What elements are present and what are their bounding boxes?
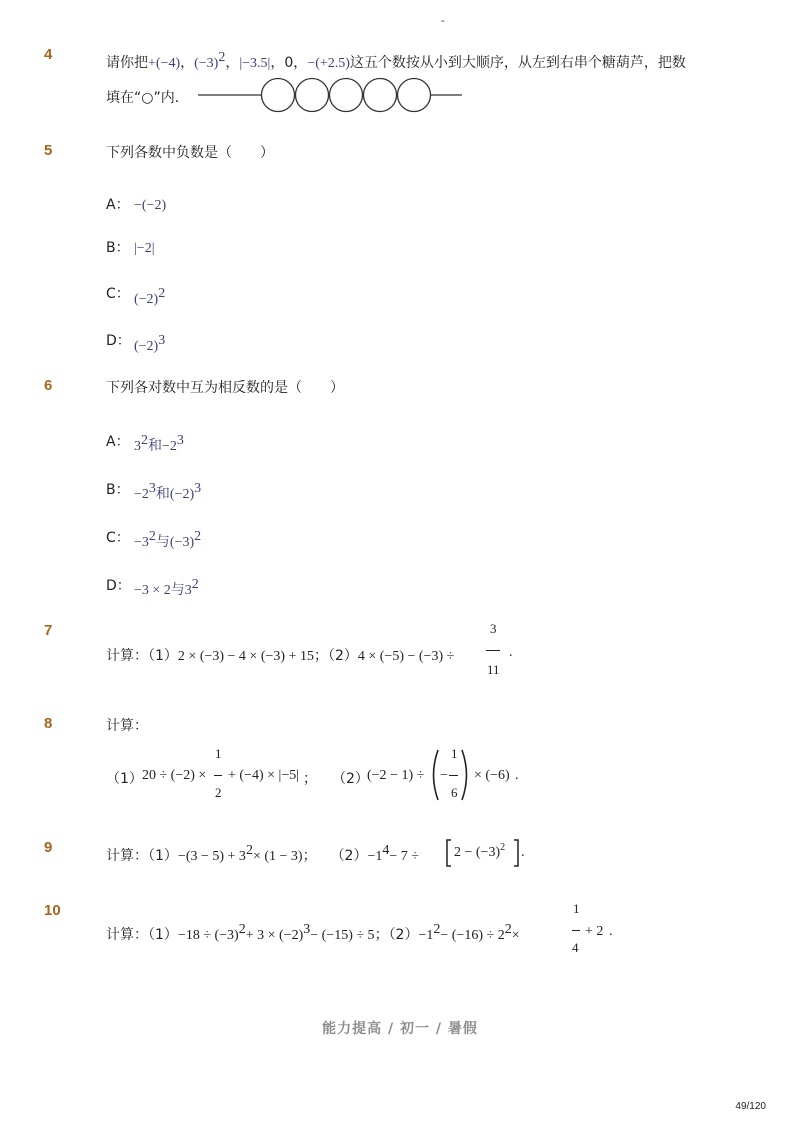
option-exponent: 2 bbox=[158, 286, 166, 301]
q8-expression-1a: 20 ÷ (−2) × bbox=[142, 768, 207, 783]
q10-expression-1b: + 3 × (−2) bbox=[245, 928, 304, 943]
option-label: D： bbox=[106, 578, 131, 594]
q10-expression-2a: −1 bbox=[418, 928, 434, 943]
q9-prefix: 计算：（1） bbox=[106, 848, 178, 864]
q5-option-d bbox=[106, 330, 166, 354]
q8-fraction-1-bar bbox=[214, 775, 222, 776]
option-label: C： bbox=[106, 286, 130, 302]
q9-line bbox=[106, 845, 419, 865]
option-label: D： bbox=[106, 333, 131, 349]
footer-text: 能力提高 / 初一 / 暑假 bbox=[322, 1021, 478, 1037]
right-square-bracket bbox=[512, 838, 520, 868]
q10-fraction-bar bbox=[572, 930, 580, 931]
c-term-1: −3 bbox=[134, 535, 149, 550]
b-term-2-exponent: 3 bbox=[194, 481, 202, 496]
q10-times-sign: × bbox=[511, 928, 520, 943]
question-number-6: 6 bbox=[44, 377, 53, 394]
q10-fraction-denominator: 4 bbox=[572, 940, 579, 955]
candied-haws-diagram bbox=[196, 74, 466, 116]
q9-exponent-2: 4 bbox=[382, 843, 390, 858]
option-label: A： bbox=[106, 434, 130, 450]
a-term-2: −2 bbox=[162, 439, 177, 454]
top-mark: - bbox=[441, 16, 445, 27]
q10-exponent-3: 2 bbox=[433, 922, 441, 937]
q10-expression-1c: − (−15) ÷ 5 bbox=[310, 928, 375, 943]
q6-option-b bbox=[106, 479, 202, 502]
c-term-2-exponent: 2 bbox=[194, 529, 202, 544]
option-label: B： bbox=[106, 240, 130, 256]
option-expression: |−2| bbox=[134, 241, 155, 256]
q4-number-4: −(+2.5) bbox=[307, 56, 350, 71]
q8-part-1-label: （1） bbox=[106, 771, 143, 787]
option-expression: −(−2) bbox=[134, 198, 167, 213]
q5-option-a bbox=[106, 194, 166, 214]
q8-expression-2b: × (−6) bbox=[474, 768, 510, 783]
q8-end: . bbox=[515, 768, 519, 783]
q4-sep-2: ， bbox=[225, 55, 240, 71]
q6-option-c bbox=[106, 527, 202, 550]
q4-text-b: 这五个数按从小到大顺序，从左到右串个糖葫芦，把数 bbox=[349, 55, 686, 71]
q10-prefix: 计算：（1） bbox=[106, 927, 178, 943]
q8-fraction-2-denominator: 6 bbox=[451, 785, 458, 800]
q10-end: . bbox=[609, 924, 613, 939]
q6-option-d bbox=[106, 575, 199, 598]
option-label: C： bbox=[106, 530, 130, 546]
b-term-1-exponent: 3 bbox=[148, 481, 156, 496]
q7-expression-2: 4 × (−5) − (−3) ÷ bbox=[357, 649, 455, 664]
q7-fraction-bar bbox=[486, 650, 500, 651]
q6-stem: 下列各对数中互为相反数的是（ ） bbox=[106, 380, 344, 396]
q8-fraction-2-numerator: 1 bbox=[451, 746, 458, 761]
q4-line-1 bbox=[106, 52, 686, 72]
q5-option-b bbox=[106, 237, 155, 257]
question-number-9: 9 bbox=[44, 839, 53, 856]
q8-fraction-1-denominator: 2 bbox=[215, 785, 222, 800]
q7-expression-1: 2 × (−3) − 4 × (−3) + 15 bbox=[177, 649, 314, 664]
option-label: B： bbox=[106, 482, 130, 498]
blank-circle-3 bbox=[330, 79, 363, 112]
blank-circle-5 bbox=[398, 79, 431, 112]
page-number: 49/120 bbox=[735, 1101, 766, 1112]
q4-number-3: |−3.5| bbox=[239, 56, 271, 71]
q7-fraction-numerator: 3 bbox=[490, 621, 497, 636]
q5-option-c bbox=[106, 283, 166, 307]
q7-prefix: 计算：（1） bbox=[106, 648, 178, 664]
q4-sep-3: ，0， bbox=[270, 55, 308, 71]
q5-stem: 下列各数中负数是（ ） bbox=[106, 145, 274, 161]
option-expression: (−2) bbox=[134, 292, 159, 307]
q10-expression-2b: − (−16) ÷ 2 bbox=[440, 928, 505, 943]
q8-expression-1b: + (−4) × |−5| bbox=[228, 768, 300, 783]
c-connector: 与 bbox=[155, 534, 170, 550]
blank-circle-1 bbox=[262, 79, 295, 112]
q8-part-2-label: （2） bbox=[332, 771, 369, 787]
option-exponent: 3 bbox=[158, 333, 166, 348]
right-big-paren bbox=[460, 748, 472, 802]
b-term-2: (−2) bbox=[169, 487, 195, 502]
q8-expression-2a: (−2 − 1) ÷ bbox=[367, 768, 425, 783]
q10-expression-1a: −18 ÷ (−3) bbox=[177, 928, 239, 943]
c-term-1-exponent: 2 bbox=[148, 529, 156, 544]
a-term-1-exponent: 2 bbox=[141, 433, 148, 448]
question-number-7: 7 bbox=[44, 622, 53, 639]
q7-fraction-denominator: 11 bbox=[487, 662, 500, 677]
a-connector: 和 bbox=[148, 438, 162, 454]
question-number-5: 5 bbox=[44, 142, 53, 159]
q9-end: . bbox=[521, 845, 525, 860]
q10-fraction-numerator: 1 bbox=[573, 901, 580, 916]
d-term-2: 3 bbox=[184, 583, 192, 598]
option-expression: (−2) bbox=[134, 339, 159, 354]
b-term-1: −2 bbox=[134, 487, 149, 502]
q8-negative-sign: − bbox=[440, 768, 448, 783]
q10-separator: ； bbox=[374, 927, 389, 943]
b-connector: 和 bbox=[155, 486, 170, 502]
q10-exponent-4: 2 bbox=[504, 922, 512, 937]
d-connector: 与 bbox=[170, 582, 185, 598]
blank-circle-2 bbox=[296, 79, 329, 112]
q8-fraction-2-bar bbox=[449, 775, 458, 776]
d-term-2-exponent: 2 bbox=[191, 577, 199, 592]
q4-text-a: 请你把 bbox=[106, 55, 148, 71]
q9-expression-1b: × (1 − 3) bbox=[252, 849, 303, 864]
c-term-2: (−3) bbox=[169, 535, 195, 550]
q4-line-2: 填在“○”内． bbox=[106, 90, 189, 106]
q9-expression-2b: − 7 ÷ bbox=[389, 849, 419, 864]
q9-part-2-label: （2） bbox=[330, 848, 368, 864]
a-term-2-exponent: 3 bbox=[176, 433, 184, 448]
question-number-8: 8 bbox=[44, 715, 53, 732]
q8-stem: 计算： bbox=[106, 718, 148, 734]
d-term-1: −3 × 2 bbox=[134, 583, 171, 598]
left-big-paren bbox=[428, 748, 440, 802]
q6-option-a bbox=[106, 431, 184, 454]
q10-line bbox=[106, 924, 520, 944]
q4-number-1: +(−4) bbox=[148, 56, 181, 71]
q9-exponent-1: 2 bbox=[245, 843, 253, 858]
q8-fraction-1-numerator: 1 bbox=[215, 746, 222, 761]
q7-line bbox=[106, 645, 454, 665]
q4-sep-1: ， bbox=[180, 55, 195, 71]
q9-expression-1a: −(3 − 5) + 3 bbox=[177, 849, 246, 864]
q9-expression-2a: −1 bbox=[367, 849, 383, 864]
q7-separator: ；（2） bbox=[313, 648, 358, 664]
question-number-10: 10 bbox=[44, 902, 61, 919]
option-label: A： bbox=[106, 197, 130, 213]
q8-separator: ； bbox=[303, 771, 317, 787]
q9-bracket-expression: 2 − (−3) bbox=[454, 845, 501, 860]
q9-separator: ； bbox=[302, 848, 317, 864]
question-number-4: 4 bbox=[44, 46, 53, 63]
q10-expression-2d: + 2 bbox=[585, 924, 604, 939]
q9-bracket-exponent: 2 bbox=[500, 842, 506, 853]
a-term-1: 3 bbox=[134, 439, 141, 454]
q9-bracket-content bbox=[454, 842, 506, 861]
q10-exponent-2: 3 bbox=[303, 922, 311, 937]
q10-exponent-1: 2 bbox=[238, 922, 246, 937]
left-square-bracket bbox=[445, 838, 453, 868]
q10-part-2-label: （2） bbox=[388, 927, 419, 943]
blank-circle-4 bbox=[364, 79, 397, 112]
q7-end: . bbox=[509, 645, 513, 660]
q4-number-2-exponent: 2 bbox=[218, 50, 226, 65]
q4-number-2: (−3) bbox=[194, 56, 219, 71]
